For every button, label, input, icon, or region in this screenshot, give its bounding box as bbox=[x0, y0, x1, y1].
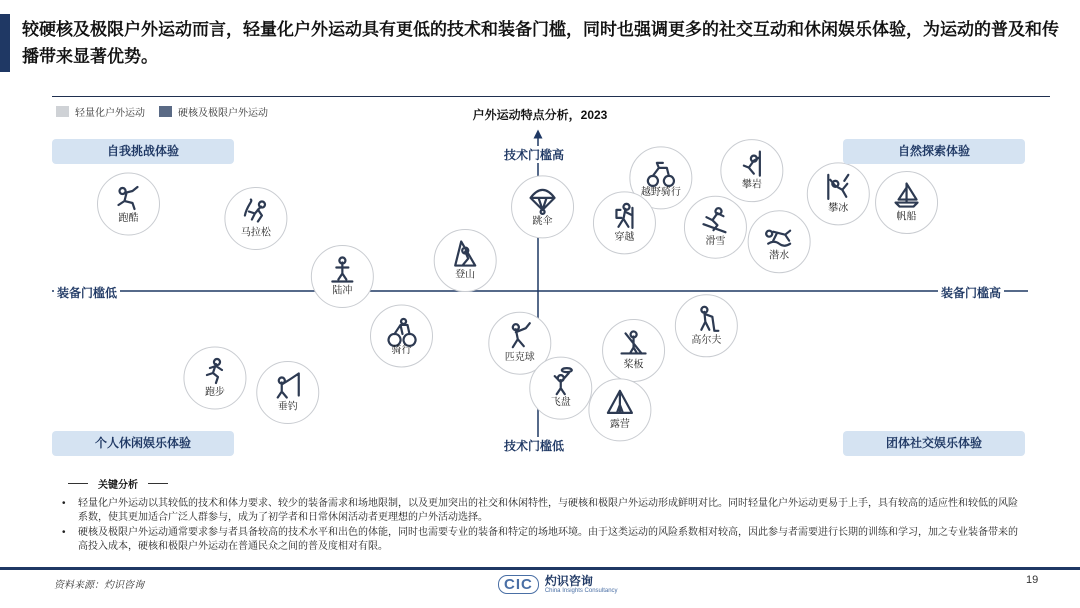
y-axis-low-label: 技术门槛低 bbox=[501, 437, 567, 454]
page-number: 19 bbox=[1026, 574, 1039, 586]
scatter-point-hiking bbox=[593, 192, 655, 254]
scatter-point-fishing bbox=[257, 362, 319, 424]
point-label: 越野骑行 bbox=[640, 186, 681, 198]
point-label: 垂钓 bbox=[277, 401, 298, 413]
quadrant-label-bottom-right: 团体社交娱乐体验 bbox=[843, 431, 1025, 456]
scatter-point-skiing bbox=[684, 196, 746, 258]
x-axis-low-label: 装备门槛低 bbox=[54, 284, 120, 301]
scatter-point-golf bbox=[675, 295, 737, 357]
quadrant-label-bottom-left: 个人休闲娱乐体验 bbox=[52, 431, 234, 456]
point-label: 滑雪 bbox=[705, 236, 726, 248]
scatter-point-marathon bbox=[225, 188, 287, 250]
point-circle bbox=[311, 246, 373, 308]
analysis-title: 关键分析 bbox=[98, 480, 138, 491]
point-circle bbox=[748, 211, 810, 273]
scatter-point-surfskate bbox=[311, 246, 373, 308]
point-label: 高尔夫 bbox=[691, 334, 722, 346]
point-label: 攀冰 bbox=[828, 202, 849, 214]
scatter-point-parachute bbox=[512, 176, 574, 238]
quadrant-label-top-left: 自我挑战体验 bbox=[52, 139, 234, 164]
scatter-point-mountaineering bbox=[434, 230, 496, 292]
company-logo bbox=[498, 574, 618, 595]
logo-mark: CIC bbox=[498, 575, 539, 594]
point-circle bbox=[807, 163, 869, 225]
point-label: 露营 bbox=[609, 418, 630, 430]
analysis-bullet: • 轻量化户外运动以其较低的技术和体力要求、较少的装备需求和场地限制，以及更加突出的社交和休闲特性，与硬核和极限户外运动形成鲜明对比。同时轻量化户外运动更易于上手，具有较高的适应性和较低的风险系数，使其更加适合广泛人群参与，成为了初学者和日常休闲活动者更理想的户外活动选择。 bbox=[62, 497, 1022, 525]
point-circle bbox=[603, 319, 665, 381]
point-circle bbox=[257, 362, 319, 424]
point-label: 潜水 bbox=[769, 250, 790, 262]
scatter-point-sailing bbox=[876, 172, 938, 234]
point-label: 桨板 bbox=[623, 359, 644, 371]
point-label: 跳伞 bbox=[532, 215, 553, 227]
analysis-header-line-left bbox=[68, 483, 88, 484]
point-label: 马拉松 bbox=[240, 227, 271, 239]
y-axis-high-label: 技术门槛高 bbox=[501, 146, 567, 163]
logo-chinese-name: 灼识咨询 bbox=[544, 574, 593, 588]
point-label: 骑行 bbox=[391, 344, 412, 356]
point-label: 帆船 bbox=[896, 211, 917, 223]
scatter-point-frisbee bbox=[530, 357, 592, 419]
point-label: 跑酷 bbox=[118, 213, 139, 224]
analysis-header bbox=[58, 476, 178, 491]
scatter-point-parkour bbox=[98, 173, 160, 235]
point-circle bbox=[371, 305, 433, 367]
scatter-point-camping bbox=[589, 379, 651, 441]
point-label: 登山 bbox=[455, 269, 476, 281]
scatter-point-diving bbox=[748, 211, 810, 273]
point-circle bbox=[98, 173, 160, 235]
source-note: 资料来源：灼识咨询 bbox=[54, 580, 144, 591]
point-label: 匹克球 bbox=[504, 352, 535, 364]
scatter-point-running bbox=[184, 347, 246, 409]
point-circle bbox=[184, 347, 246, 409]
logo-wordmark bbox=[545, 574, 618, 595]
divider-bottom bbox=[0, 567, 1080, 570]
legend-label-hardcore: 硬核及极限户外运动 bbox=[178, 108, 268, 119]
point-label: 陆冲 bbox=[332, 285, 353, 297]
analysis-bullets bbox=[62, 497, 1022, 555]
page-headline: 较硬核及极限户外运动而言，轻量化户外运动具有更低的技术和装备门槛，同时也强调更多的社交互动和休闲娱乐体验，为运动的普及和传播带来显著优势。 bbox=[22, 20, 1059, 66]
point-label: 穿越 bbox=[614, 231, 635, 243]
x-axis-high-label: 装备门槛高 bbox=[938, 284, 1004, 301]
analysis-header-line-right bbox=[148, 483, 168, 484]
chart-title: 户外运动特点分析，2023 bbox=[472, 108, 608, 122]
scatter-point-climbing bbox=[721, 140, 783, 202]
point-circle bbox=[593, 192, 655, 254]
point-label: 跑步 bbox=[204, 387, 225, 398]
point-label: 攀岩 bbox=[741, 179, 762, 191]
logo-english-name: China Insights Consultancy bbox=[544, 588, 618, 594]
scatter-point-paddleboard bbox=[603, 319, 665, 381]
legend-label-light: 轻量化户外运动 bbox=[75, 108, 145, 119]
quadrant-label-top-right: 自然探索体验 bbox=[843, 139, 1025, 164]
point-label: 飞盘 bbox=[550, 397, 571, 409]
scatter-point-cycling bbox=[371, 305, 433, 367]
analysis-bullet: • 硬核及极限户外运动通常要求参与者具备较高的技术水平和出色的体能，同时也需要专业的装备和特定的场地环境。由于这类运动的风险系数相对较高，因此参与者需要进行长期的训练和学习，加之专业装备带来的高投入成本，硬核和极限户外运动在普通民众之间的普及度相对有限。 bbox=[62, 526, 1022, 554]
point-circle bbox=[225, 188, 287, 250]
scatter-point-ice-climbing bbox=[807, 163, 869, 225]
